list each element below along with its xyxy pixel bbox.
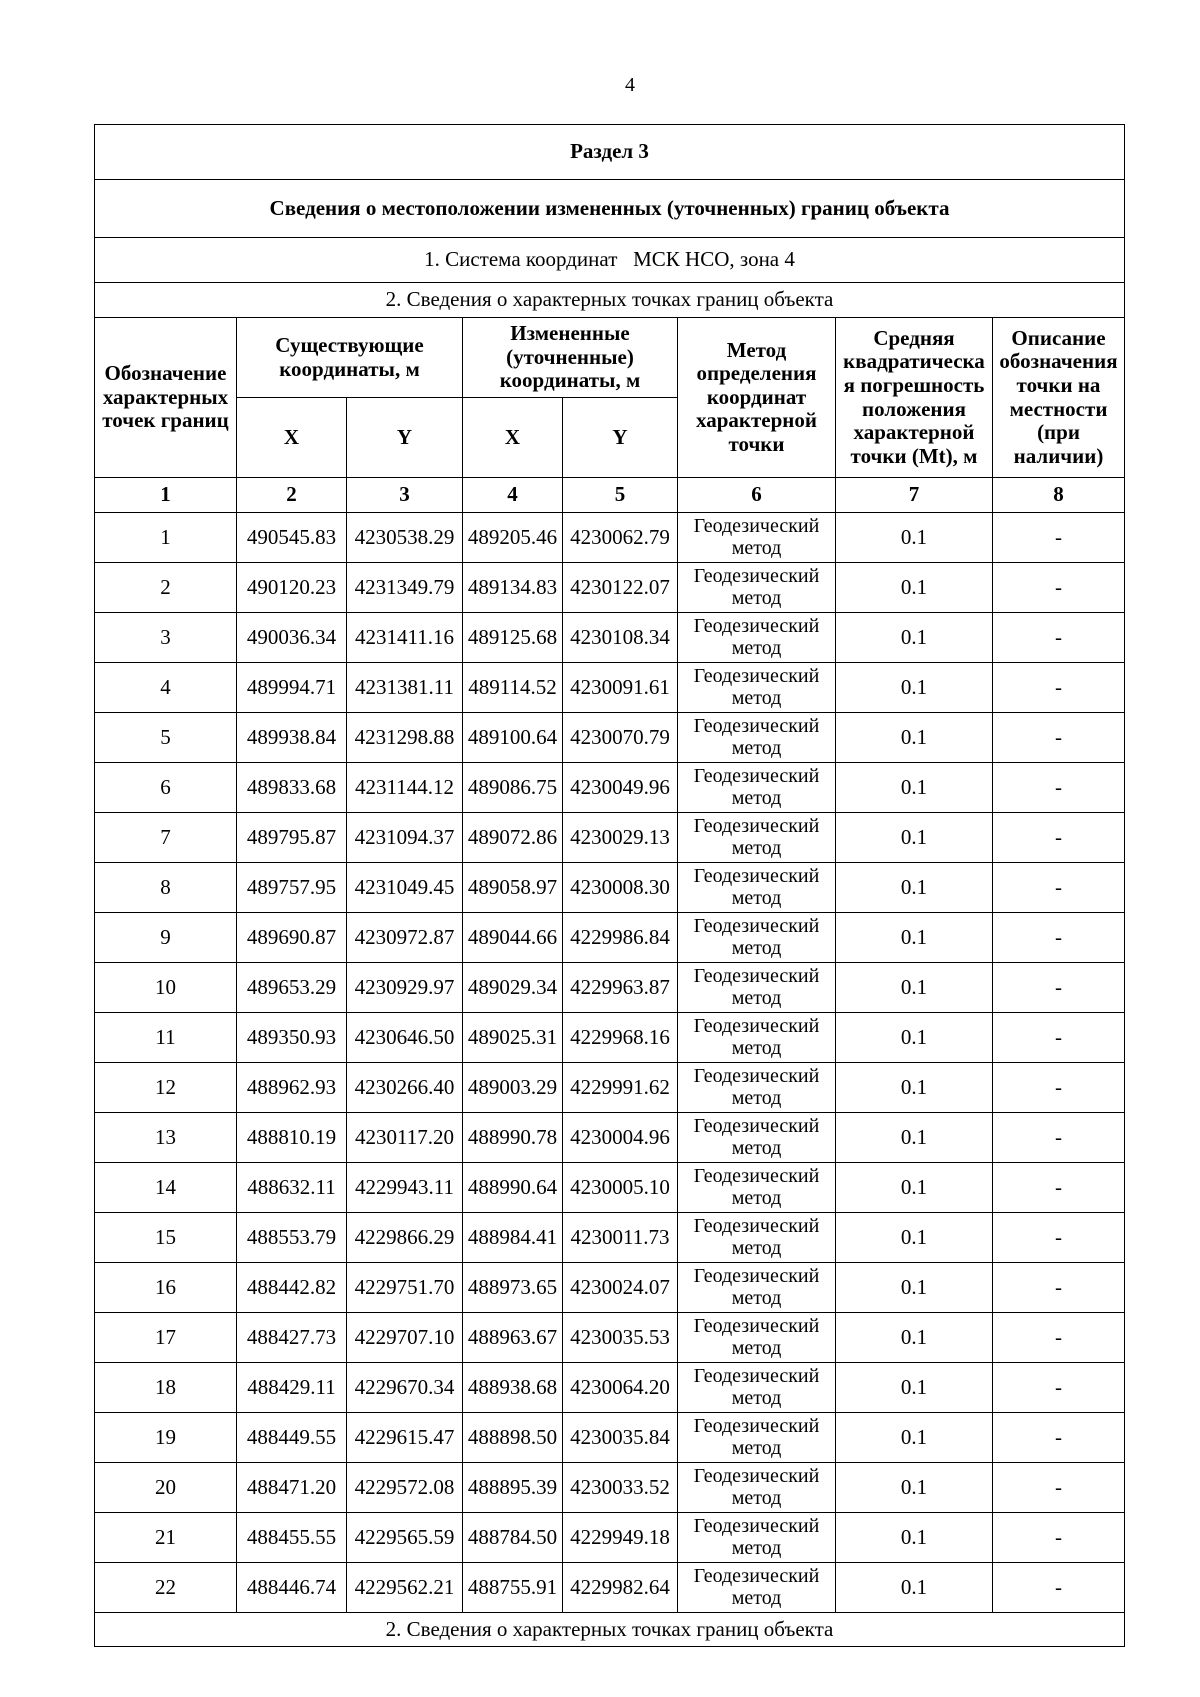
method-cell — [678, 1063, 836, 1113]
existing-y-cell: 4231349.79 — [347, 563, 463, 613]
method-line: метод — [731, 1486, 782, 1509]
point-number-cell: 21 — [95, 1513, 237, 1563]
column-number: 5 — [563, 478, 678, 513]
header-line: Метод — [726, 337, 787, 362]
header-changed-y: Y — [563, 398, 678, 478]
description-cell: - — [993, 813, 1125, 863]
method-cell — [678, 763, 836, 813]
column-number: 2 — [237, 478, 347, 513]
point-number-cell: 9 — [95, 913, 237, 963]
column-number: 8 — [993, 478, 1125, 513]
table-row — [95, 1413, 1125, 1463]
existing-y-cell: 4229562.21 — [347, 1563, 463, 1613]
changed-x-cell: 488784.50 — [463, 1513, 563, 1563]
header-line: Средняя — [873, 325, 955, 350]
description-cell: - — [993, 613, 1125, 663]
method-line: метод — [731, 1286, 782, 1309]
mt-cell: 0.1 — [836, 913, 993, 963]
method-line: Геодезический — [693, 614, 820, 637]
method-cell — [678, 1363, 836, 1413]
existing-x-cell: 489795.87 — [237, 813, 347, 863]
coordinate-system-value: МСК НСО, зона 4 — [633, 247, 795, 272]
changed-y-cell: 4230035.53 — [563, 1313, 678, 1363]
changed-y-cell: 4230008.30 — [563, 863, 678, 913]
method-line: Геодезический — [693, 864, 820, 887]
changed-y-cell: 4230035.84 — [563, 1413, 678, 1463]
mt-cell: 0.1 — [836, 1513, 993, 1563]
point-number-cell: 8 — [95, 863, 237, 913]
table-row — [95, 1213, 1125, 1263]
method-line: метод — [731, 636, 782, 659]
header-changed-coordinates — [463, 318, 678, 398]
existing-x-cell: 489833.68 — [237, 763, 347, 813]
header-description — [993, 318, 1125, 478]
description-cell: - — [993, 1363, 1125, 1413]
method-line: метод — [731, 1186, 782, 1209]
point-number-cell: 7 — [95, 813, 237, 863]
method-line: метод — [731, 1236, 782, 1259]
boundary-points-table — [94, 124, 1125, 1647]
existing-y-cell: 4229943.11 — [347, 1163, 463, 1213]
method-cell — [678, 713, 836, 763]
method-line: метод — [731, 1586, 782, 1609]
changed-x-cell: 488990.64 — [463, 1163, 563, 1213]
existing-x-cell: 488632.11 — [237, 1163, 347, 1213]
existing-x-cell: 490545.83 — [237, 513, 347, 563]
table-row — [95, 1263, 1125, 1313]
header-line: характерной — [695, 408, 818, 433]
existing-x-cell: 488810.19 — [237, 1113, 347, 1163]
changed-x-cell: 488755.91 — [463, 1563, 563, 1613]
description-cell: - — [993, 1213, 1125, 1263]
method-line: метод — [731, 586, 782, 609]
description-cell: - — [993, 513, 1125, 563]
description-cell: - — [993, 1163, 1125, 1213]
table-row — [95, 613, 1125, 663]
table-row — [95, 1113, 1125, 1163]
existing-y-cell: 4231049.45 — [347, 863, 463, 913]
existing-x-cell: 488455.55 — [237, 1513, 347, 1563]
header-line: я погрешность — [843, 372, 985, 397]
changed-x-cell: 488990.78 — [463, 1113, 563, 1163]
changed-y-cell: 4230024.07 — [563, 1263, 678, 1313]
column-number: 6 — [678, 478, 836, 513]
existing-x-cell: 488429.11 — [237, 1363, 347, 1413]
method-line: Геодезический — [693, 714, 820, 737]
method-cell — [678, 863, 836, 913]
existing-y-cell: 4231094.37 — [347, 813, 463, 863]
mt-cell: 0.1 — [836, 1413, 993, 1463]
method-line: метод — [731, 736, 782, 759]
changed-y-cell: 4230029.13 — [563, 813, 678, 863]
method-line: Геодезический — [693, 514, 820, 537]
existing-x-cell: 489350.93 — [237, 1013, 347, 1063]
coordinate-system-label: 1. Система координат — [424, 247, 618, 272]
existing-y-cell: 4229615.47 — [347, 1413, 463, 1463]
point-number-cell: 12 — [95, 1063, 237, 1113]
point-number-cell: 16 — [95, 1263, 237, 1313]
mt-cell: 0.1 — [836, 613, 993, 663]
existing-x-cell: 490120.23 — [237, 563, 347, 613]
existing-y-cell: 4230646.50 — [347, 1013, 463, 1063]
existing-x-cell: 488449.55 — [237, 1413, 347, 1463]
point-number-cell: 1 — [95, 513, 237, 563]
header-line: характерных — [102, 384, 229, 409]
method-line: Геодезический — [693, 964, 820, 987]
mt-cell: 0.1 — [836, 1263, 993, 1313]
changed-x-cell: 488895.39 — [463, 1463, 563, 1513]
header-line: Измененные — [510, 321, 630, 346]
point-number-cell: 15 — [95, 1213, 237, 1263]
point-number-cell: 11 — [95, 1013, 237, 1063]
header-line: обозначения — [999, 349, 1118, 374]
method-line: метод — [731, 1436, 782, 1459]
table-row — [95, 513, 1125, 563]
changed-x-cell: 489003.29 — [463, 1063, 563, 1113]
description-cell: - — [993, 1313, 1125, 1363]
changed-y-cell: 4230062.79 — [563, 513, 678, 563]
mt-cell: 0.1 — [836, 1013, 993, 1063]
header-line: определения — [696, 361, 817, 386]
method-line: Геодезический — [693, 1114, 820, 1137]
method-cell — [678, 1563, 836, 1613]
existing-x-cell: 488471.20 — [237, 1463, 347, 1513]
changed-y-cell: 4229986.84 — [563, 913, 678, 963]
method-cell — [678, 513, 836, 563]
page-number: 4 — [625, 74, 635, 96]
method-line: метод — [731, 886, 782, 909]
header-line: точки — [728, 431, 785, 456]
table-row — [95, 1013, 1125, 1063]
points-info-label: 2. Сведения о характерных точках границ объекта — [95, 283, 1125, 318]
method-line: метод — [731, 986, 782, 1009]
mt-cell: 0.1 — [836, 1113, 993, 1163]
changed-x-cell: 489134.83 — [463, 563, 563, 613]
existing-y-cell: 4229565.59 — [347, 1513, 463, 1563]
method-line: Геодезический — [693, 1064, 820, 1087]
table-row — [95, 813, 1125, 863]
table-row — [95, 1463, 1125, 1513]
method-line: метод — [731, 936, 782, 959]
table-row — [95, 1313, 1125, 1363]
header-line: Обозначение — [104, 361, 227, 386]
description-cell: - — [993, 913, 1125, 963]
header-line: координаты, м — [279, 356, 420, 381]
method-line: метод — [731, 1136, 782, 1159]
existing-x-cell: 490036.34 — [237, 613, 347, 663]
changed-x-cell: 489100.64 — [463, 713, 563, 763]
changed-y-cell: 4230005.10 — [563, 1163, 678, 1213]
method-line: Геодезический — [693, 1314, 820, 1337]
mt-cell: 0.1 — [836, 513, 993, 563]
description-cell: - — [993, 1063, 1125, 1113]
existing-x-cell: 489653.29 — [237, 963, 347, 1013]
changed-x-cell: 488938.68 — [463, 1363, 563, 1413]
point-number-cell: 5 — [95, 713, 237, 763]
table-row — [95, 913, 1125, 963]
existing-y-cell: 4229572.08 — [347, 1463, 463, 1513]
changed-y-cell: 4230108.34 — [563, 613, 678, 663]
existing-y-cell: 4231144.12 — [347, 763, 463, 813]
changed-y-cell: 4229982.64 — [563, 1563, 678, 1613]
column-number: 1 — [95, 478, 237, 513]
existing-y-cell: 4229751.70 — [347, 1263, 463, 1313]
method-cell — [678, 1013, 836, 1063]
method-cell — [678, 1463, 836, 1513]
method-line: метод — [731, 786, 782, 809]
method-line: Геодезический — [693, 1514, 820, 1537]
mt-cell: 0.1 — [836, 763, 993, 813]
header-line: координаты, м — [499, 368, 641, 393]
table-row — [95, 663, 1125, 713]
changed-x-cell: 489114.52 — [463, 663, 563, 713]
method-cell — [678, 913, 836, 963]
header-line: Описание — [1011, 325, 1106, 350]
point-number-cell: 6 — [95, 763, 237, 813]
mt-cell: 0.1 — [836, 1563, 993, 1613]
column-number: 3 — [347, 478, 463, 513]
method-line: Геодезический — [693, 1264, 820, 1287]
method-cell — [678, 1113, 836, 1163]
description-cell: - — [993, 1463, 1125, 1513]
method-line: Геодезический — [693, 1364, 820, 1387]
changed-x-cell: 489205.46 — [463, 513, 563, 563]
changed-y-cell: 4230091.61 — [563, 663, 678, 713]
description-cell: - — [993, 1113, 1125, 1163]
header-line: характерной — [853, 420, 975, 445]
point-number-cell: 19 — [95, 1413, 237, 1463]
changed-y-cell: 4230064.20 — [563, 1363, 678, 1413]
changed-y-cell: 4229963.87 — [563, 963, 678, 1013]
method-cell — [678, 613, 836, 663]
method-cell — [678, 813, 836, 863]
method-line: метод — [731, 1036, 782, 1059]
existing-x-cell: 488442.82 — [237, 1263, 347, 1313]
header-method — [678, 318, 836, 478]
mt-cell: 0.1 — [836, 813, 993, 863]
changed-y-cell: 4230004.96 — [563, 1113, 678, 1163]
column-number: 7 — [836, 478, 993, 513]
method-line: Геодезический — [693, 814, 820, 837]
existing-y-cell: 4231411.16 — [347, 613, 463, 663]
method-line: метод — [731, 1086, 782, 1109]
method-cell — [678, 1213, 836, 1263]
description-cell: - — [993, 563, 1125, 613]
existing-y-cell: 4230266.40 — [347, 1063, 463, 1113]
mt-cell: 0.1 — [836, 863, 993, 913]
header-line: (уточненные) — [506, 344, 634, 369]
section-subtitle: Сведения о местоположении измененных (уточненных) границ объекта — [95, 180, 1125, 238]
existing-y-cell: 4229707.10 — [347, 1313, 463, 1363]
existing-x-cell: 488427.73 — [237, 1313, 347, 1363]
table-row — [95, 1563, 1125, 1613]
header-line: точки на — [1016, 372, 1101, 397]
point-number-cell: 14 — [95, 1163, 237, 1213]
point-number-cell: 13 — [95, 1113, 237, 1163]
changed-x-cell: 489029.34 — [463, 963, 563, 1013]
table-row — [95, 863, 1125, 913]
changed-x-cell: 489044.66 — [463, 913, 563, 963]
header-line: (при — [1037, 420, 1080, 445]
method-line: Геодезический — [693, 564, 820, 587]
existing-x-cell: 488553.79 — [237, 1213, 347, 1263]
header-line: наличии) — [1013, 443, 1104, 468]
changed-x-cell: 489025.31 — [463, 1013, 563, 1063]
description-cell: - — [993, 1263, 1125, 1313]
table-row — [95, 563, 1125, 613]
description-cell: - — [993, 963, 1125, 1013]
description-cell: - — [993, 1013, 1125, 1063]
changed-x-cell: 489125.68 — [463, 613, 563, 663]
changed-y-cell: 4230011.73 — [563, 1213, 678, 1263]
existing-x-cell: 488446.74 — [237, 1563, 347, 1613]
existing-y-cell: 4231381.11 — [347, 663, 463, 713]
description-cell: - — [993, 1513, 1125, 1563]
changed-x-cell: 488973.65 — [463, 1263, 563, 1313]
method-cell — [678, 1263, 836, 1313]
existing-x-cell: 488962.93 — [237, 1063, 347, 1113]
method-line: Геодезический — [693, 1464, 820, 1487]
existing-x-cell: 489757.95 — [237, 863, 347, 913]
table-row — [95, 1513, 1125, 1563]
changed-y-cell: 4230049.96 — [563, 763, 678, 813]
mt-cell: 0.1 — [836, 1463, 993, 1513]
method-cell — [678, 563, 836, 613]
header-existing-coordinates — [237, 318, 463, 398]
point-number-cell: 22 — [95, 1563, 237, 1613]
changed-y-cell: 4230122.07 — [563, 563, 678, 613]
point-number-cell: 10 — [95, 963, 237, 1013]
point-number-cell: 17 — [95, 1313, 237, 1363]
section-title: Раздел 3 — [95, 125, 1125, 180]
method-line: Геодезический — [693, 914, 820, 937]
method-line: Геодезический — [693, 1164, 820, 1187]
existing-y-cell: 4230117.20 — [347, 1113, 463, 1163]
existing-x-cell: 489938.84 — [237, 713, 347, 763]
header-line: положения — [862, 396, 966, 421]
changed-x-cell: 489058.97 — [463, 863, 563, 913]
point-number-cell: 4 — [95, 663, 237, 713]
header-line: координат — [706, 384, 807, 409]
description-cell: - — [993, 763, 1125, 813]
point-number-cell: 20 — [95, 1463, 237, 1513]
method-line: Геодезический — [693, 1564, 820, 1587]
header-line: точки (Mt), м — [850, 443, 978, 468]
method-cell — [678, 1513, 836, 1563]
mt-cell: 0.1 — [836, 1213, 993, 1263]
method-line: Геодезический — [693, 1414, 820, 1437]
existing-y-cell: 4230972.87 — [347, 913, 463, 963]
footer-points-info-label: 2. Сведения о характерных точках границ объекта — [95, 1613, 1125, 1647]
method-line: метод — [731, 1386, 782, 1409]
changed-x-cell: 488984.41 — [463, 1213, 563, 1263]
mt-cell: 0.1 — [836, 663, 993, 713]
description-cell: - — [993, 663, 1125, 713]
description-cell: - — [993, 1563, 1125, 1613]
existing-x-cell: 489690.87 — [237, 913, 347, 963]
existing-y-cell: 4229866.29 — [347, 1213, 463, 1263]
header-mean-square-error — [836, 318, 993, 478]
changed-x-cell: 488963.67 — [463, 1313, 563, 1363]
table-row — [95, 1163, 1125, 1213]
method-line: метод — [731, 686, 782, 709]
header-line: квадратическа — [843, 349, 985, 374]
point-number-cell: 2 — [95, 563, 237, 613]
changed-y-cell: 4230070.79 — [563, 713, 678, 763]
mt-cell: 0.1 — [836, 1063, 993, 1113]
method-cell — [678, 1413, 836, 1463]
method-cell — [678, 1163, 836, 1213]
table-row — [95, 1363, 1125, 1413]
description-cell: - — [993, 1413, 1125, 1463]
mt-cell: 0.1 — [836, 963, 993, 1013]
existing-y-cell: 4229670.34 — [347, 1363, 463, 1413]
mt-cell: 0.1 — [836, 1163, 993, 1213]
header-changed-x: X — [463, 398, 563, 478]
mt-cell: 0.1 — [836, 1313, 993, 1363]
existing-x-cell: 489994.71 — [237, 663, 347, 713]
method-line: метод — [731, 536, 782, 559]
method-line: Геодезический — [693, 664, 820, 687]
point-number-cell: 3 — [95, 613, 237, 663]
existing-y-cell: 4230538.29 — [347, 513, 463, 563]
mt-cell: 0.1 — [836, 563, 993, 613]
method-line: метод — [731, 836, 782, 859]
method-line: метод — [731, 1536, 782, 1559]
column-number: 4 — [463, 478, 563, 513]
description-cell: - — [993, 863, 1125, 913]
method-line: Геодезический — [693, 1014, 820, 1037]
header-existing-y: Y — [347, 398, 463, 478]
description-cell: - — [993, 713, 1125, 763]
changed-x-cell: 489086.75 — [463, 763, 563, 813]
changed-y-cell: 4229968.16 — [563, 1013, 678, 1063]
coordinate-system-row — [95, 238, 1125, 283]
header-line: местности — [1009, 396, 1108, 421]
table-row — [95, 1063, 1125, 1113]
header-line: Существующие — [275, 332, 424, 357]
method-line: Геодезический — [693, 764, 820, 787]
header-point-designation — [95, 318, 237, 478]
existing-y-cell: 4231298.88 — [347, 713, 463, 763]
changed-x-cell: 488898.50 — [463, 1413, 563, 1463]
changed-y-cell: 4229949.18 — [563, 1513, 678, 1563]
table-row — [95, 763, 1125, 813]
table-row — [95, 713, 1125, 763]
header-line: точек границ — [102, 408, 229, 433]
changed-y-cell: 4229991.62 — [563, 1063, 678, 1113]
point-number-cell: 18 — [95, 1363, 237, 1413]
changed-y-cell: 4230033.52 — [563, 1463, 678, 1513]
table-row — [95, 963, 1125, 1013]
method-cell — [678, 963, 836, 1013]
existing-y-cell: 4230929.97 — [347, 963, 463, 1013]
mt-cell: 0.1 — [836, 1363, 993, 1413]
column-numbers-row — [95, 478, 1125, 513]
method-cell — [678, 663, 836, 713]
method-line: метод — [731, 1336, 782, 1359]
mt-cell: 0.1 — [836, 713, 993, 763]
changed-x-cell: 489072.86 — [463, 813, 563, 863]
method-line: Геодезический — [693, 1214, 820, 1237]
header-existing-x: X — [237, 398, 347, 478]
method-cell — [678, 1313, 836, 1363]
